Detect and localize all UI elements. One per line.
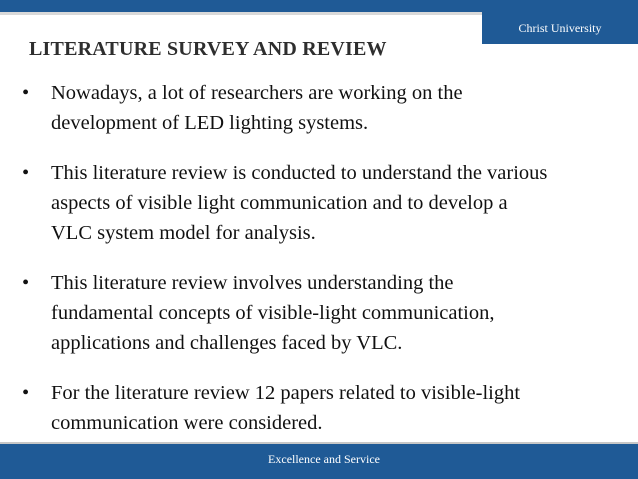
bullet-text-line: communication were considered. [51,412,323,434]
bullet-text-line: VLC system model for analysis. [51,222,316,244]
bullet-text-line: This literature review is conducted to understand the various [51,162,548,184]
slide-title: LITERATURE SURVEY AND REVIEW [29,38,387,60]
bullet-item [22,378,612,438]
bullet-item [22,268,612,358]
bullet-text-line: This literature review involves understanding the [51,272,454,294]
header-bar [0,0,638,12]
bullet-marker: • [22,382,30,404]
bullet-marker: • [22,272,30,294]
bullet-marker: • [22,162,30,184]
bullet-item [22,158,612,248]
footer-motto: Excellence and Service [250,444,398,474]
bullet-text-line: applications and challenges faced by VLC. [51,332,403,354]
bullet-text-line: Nowadays, a lot of researchers are working on the [51,82,463,104]
bullet-text-line: aspects of visible light communication and to develop a [51,192,508,214]
bullet-text-line: fundamental concepts of visible-light communication, [51,302,495,324]
bullet-text-line: development of LED lighting systems. [51,112,369,134]
bullet-item [22,78,612,138]
bullet-marker: • [22,82,30,104]
organization-label: Christ University [482,12,638,44]
bullet-text-line: For the literature review 12 papers related to visible-light [51,382,521,404]
